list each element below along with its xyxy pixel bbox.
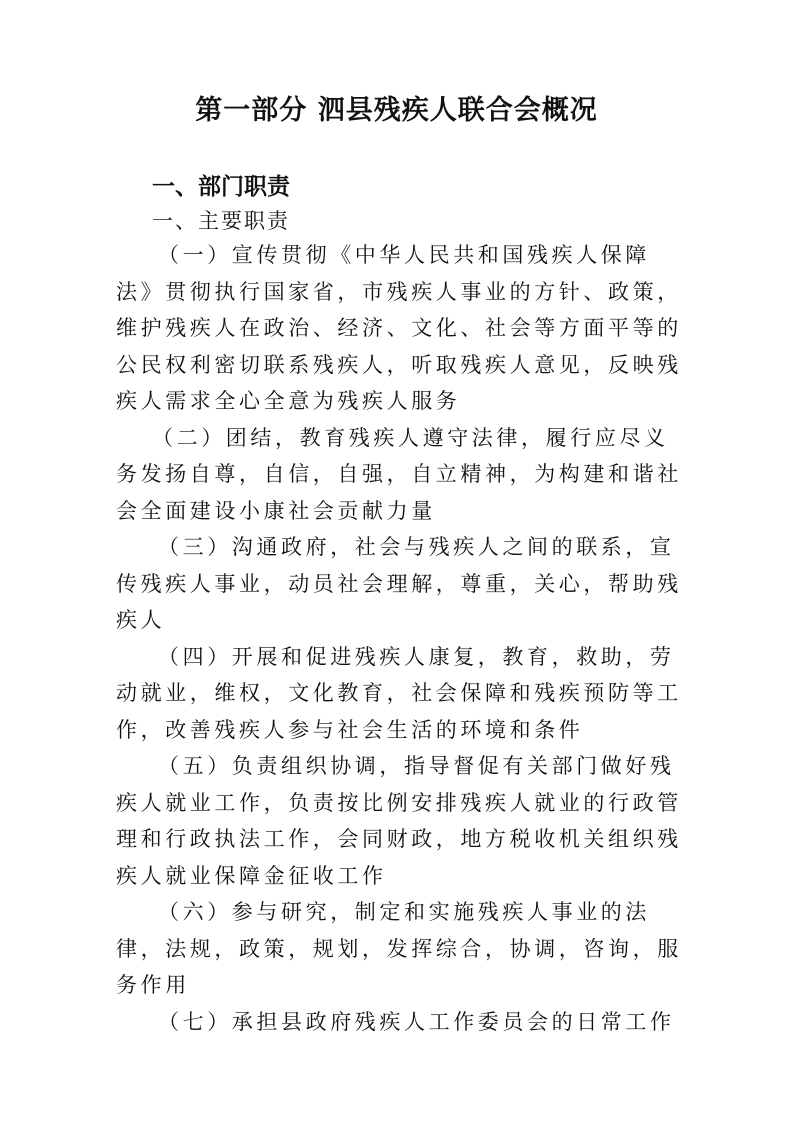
duties-list (116, 237, 682, 1040)
page-title: 第一部分 泗县残疾人联合会概况 (195, 95, 598, 126)
section-heading: 一、部门职责 (152, 174, 290, 200)
duty-paragraph-5: （五）负责组织协调，指导督促有关部门做好残疾人就业工作，负责按比例安排残疾人就业的行政管理和行政执法工作，会同财政，地方税收机关组织残疾人就业保障金征收工作 (116, 754, 682, 888)
duty-paragraph-7: （七）承担县政府残疾人工作委员会的日常工作 (158, 1009, 675, 1034)
subheading: 一、主要职责 (152, 209, 290, 233)
duty-paragraph-3: （三）沟通政府，社会与残疾人之间的联系，宣传残疾人事业，动员社会理解，尊重，关心，帮助残疾人 (116, 535, 682, 632)
duty-paragraph-4: （四）开展和促进残疾人康复，教育，救助，劳动就业，维权，文化教育，社会保障和残疾预防等工作，改善残疾人参与社会生活的环境和条件 (116, 644, 682, 742)
duty-paragraph-2: （二）团结，教育残疾人遵守法律，履行应尽义务发扬自尊，自信，自强，自立精神，为构建和谐社会全面建设小康社会贡献力量 (116, 425, 682, 523)
duty-paragraph-1: （一）宣传贯彻《中华人民共和国残疾人保障法》贯彻执行国家省，市残疾人事业的方针、政策，维护残疾人在政治、经济、文化、社会等方面平等的公民权利密切联系残疾人，听取残疾人意见，反映残疾人需求全心全意为残疾人服务 (116, 243, 682, 413)
duty-paragraph-6: （六）参与研究，制定和实施残疾人事业的法律，法规，政策，规划，发挥综合，协调，咨询，服务作用 (116, 900, 682, 997)
